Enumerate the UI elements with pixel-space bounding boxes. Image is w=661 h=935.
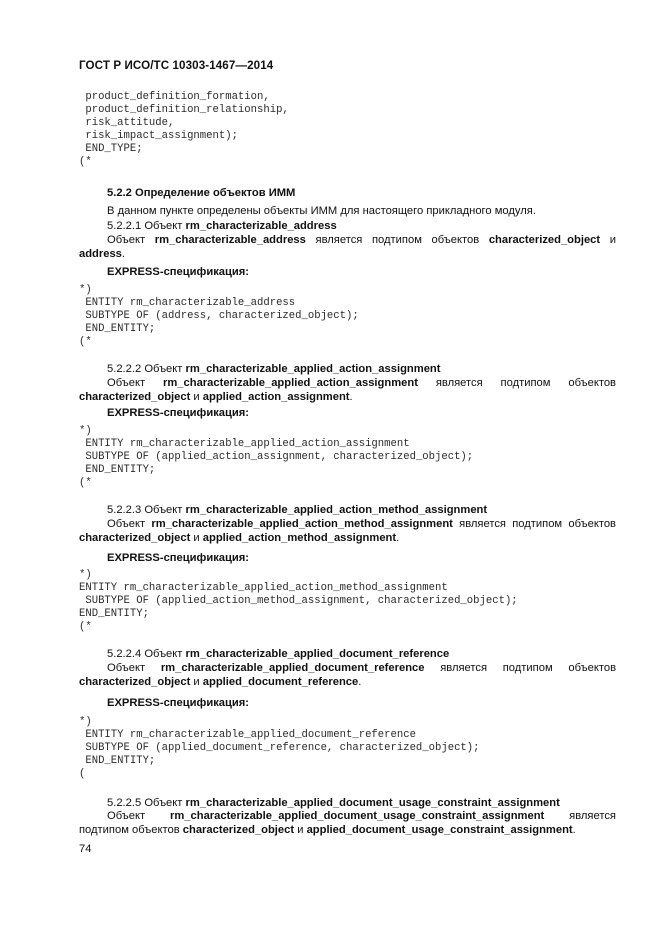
express-code: *) ENTITY rm_characterizable_applied_action_assignment SUBTYPE OF (applied_action_assignment, characterized_object); END_ENTITY; (* [79,425,474,490]
express-label: EXPRESS-спецификация: [107,697,250,709]
entity-heading: 5.2.2.2 Объект rm_characterizable_applied_action_assignment [107,363,441,375]
express-code: *) ENTITY rm_characterizable_applied_action_method_assignment SUBTYPE OF (applied_action_method_assignment, characterized_object); END_ENTITY; (* [79,569,518,634]
express-code: *) ENTITY rm_characterizable_address SUBTYPE OF (address, characterized_object); END_ENTITY; (* [79,284,359,349]
page-number: 74 [79,843,92,855]
section-heading: 5.2.2 Определение объектов ИММ [107,187,296,199]
section-intro: В данном пункте определены объекты ИММ для настоящего прикладного модуля. [107,205,536,217]
express-label: EXPRESS-спецификация: [107,266,250,278]
entity-heading: 5.2.2.3 Объект rm_characterizable_applied_action_method_assignment [107,504,488,516]
entity-description: Объект rm_characterizable_address является подтипом объектов characterized_object и address. [79,234,617,260]
entity-heading: 5.2.2.4 Объект rm_characterizable_applied_document_reference [107,648,450,660]
entity-description: Объект rm_characterizable_applied_action_method_assignment является подтипом объектов characterized_object и applied_action_method_assignment. [79,518,616,544]
code-block-type-end: product_definition_formation, product_definition_relationship, risk_attitude, risk_impact_assignment); END_TYPE; (* [79,91,289,169]
express-label: EXPRESS-спецификация: [107,552,250,564]
entity-heading: 5.2.2.1 Объект rm_characterizable_address [107,220,337,232]
entity-description: Объект rm_characterizable_applied_document_usage_constraint_assignment является подтипом объектов characterized_object и applied_document_usage_constraint_assignment. [79,810,616,836]
express-label: EXPRESS-спецификация: [107,407,250,419]
express-code: *) ENTITY rm_characterizable_applied_document_reference SUBTYPE OF (applied_document_reference, characterized_object); END_ENTITY; ( [79,716,480,781]
page-header: ГОСТ Р ИСО/ТС 10303-1467—2014 [79,59,274,72]
entity-heading: 5.2.2.5 Объект rm_characterizable_applied_document_usage_constraint_assignment [107,797,560,809]
entity-description: Объект rm_characterizable_applied_action_assignment является подтипом объектов characterized_object и applied_action_assignment. [79,377,616,403]
entity-description: Объект rm_characterizable_applied_document_reference является подтипом объектов characterized_object и applied_document_reference. [79,662,617,688]
